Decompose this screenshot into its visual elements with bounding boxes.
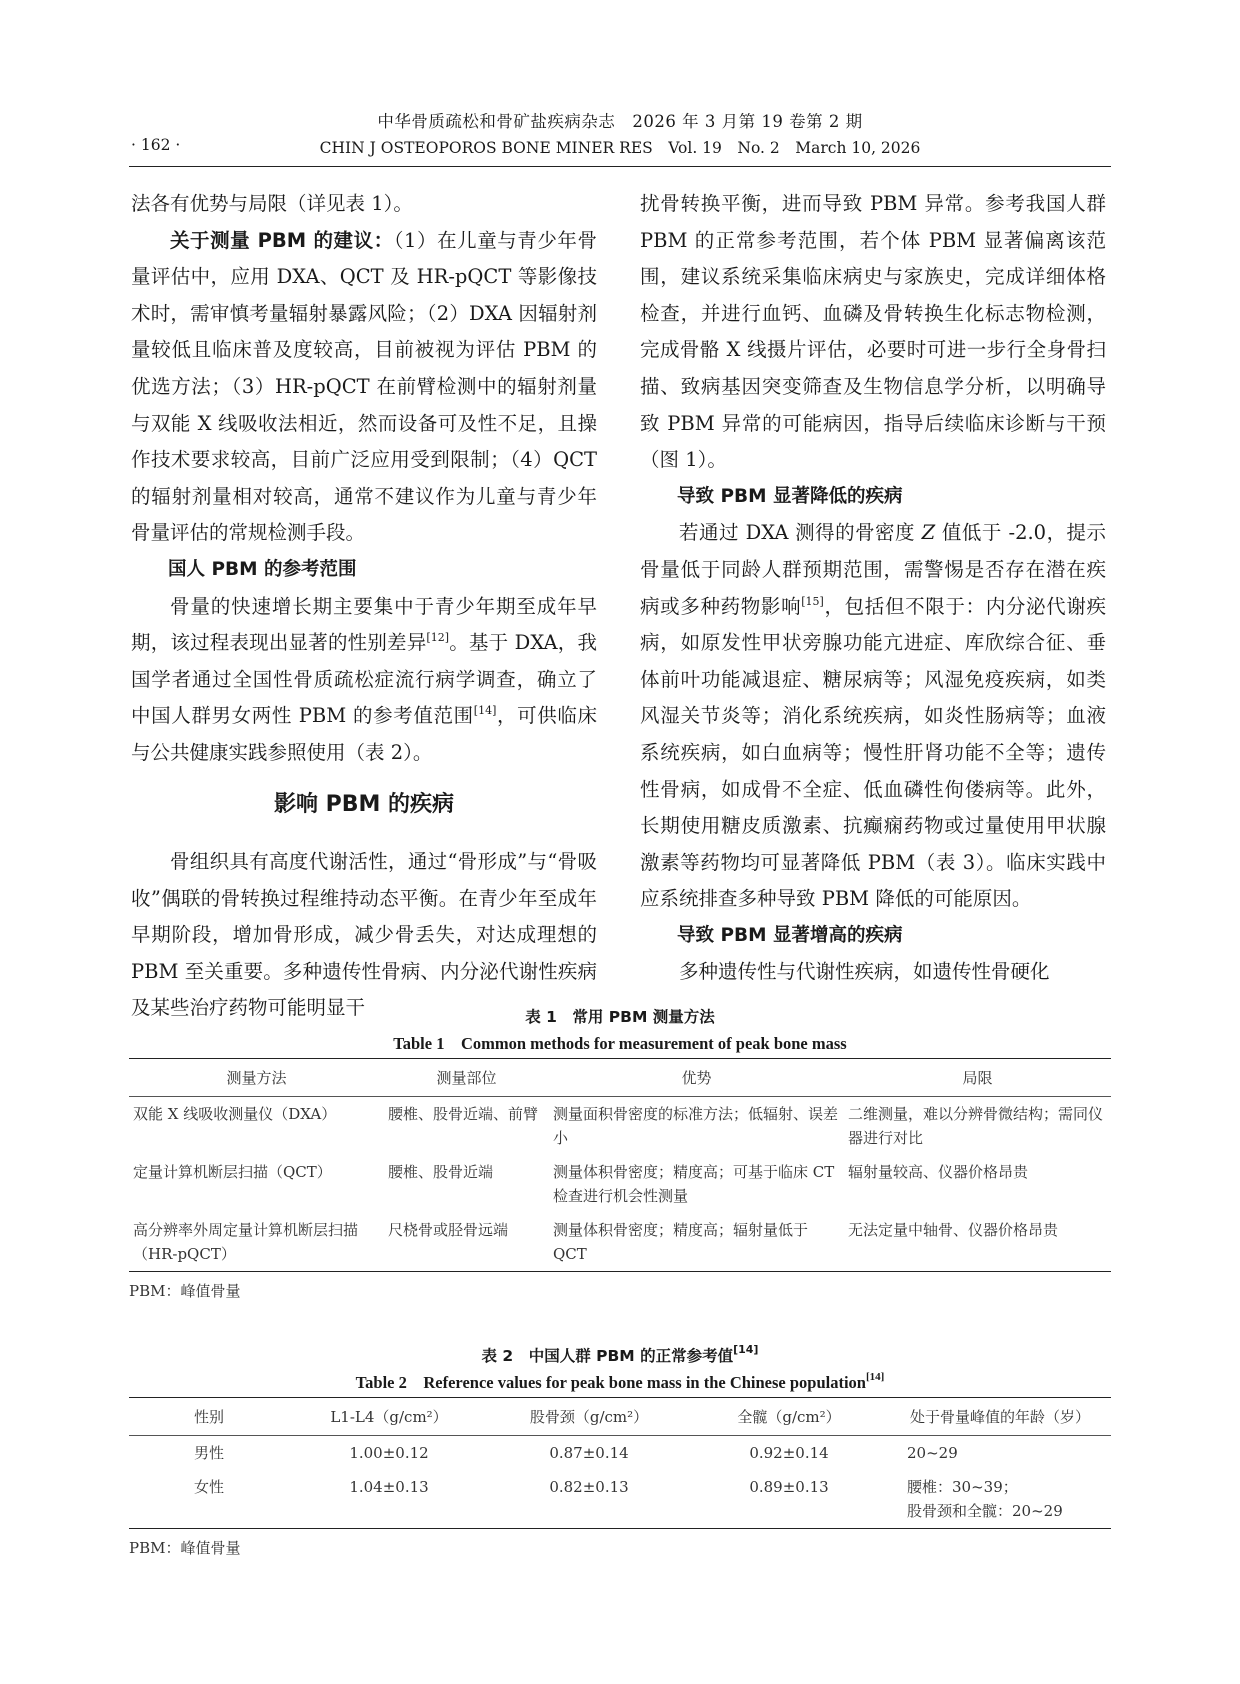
citation: [15] [801,594,824,608]
journal-title-cn: 中华骨质疏松和骨矿盐疾病杂志 2026 年 3 月第 19 卷第 2 期 [377,112,863,131]
z-symbol: Z [921,521,936,545]
table-cell: 0.87±0.14 [549,1444,629,1462]
caption-text: 表 2 中国人群 PBM 的正常参考值 [481,1347,734,1365]
citation: [12] [426,631,450,645]
table-cell [889,1470,1111,1529]
citation: [14] [473,704,497,718]
paragraph-text: 。基于 DXA，我国学者通过全国性骨质疏松症流行病学调查，确立了中国人群男女两性 PBM 的参考值范围 [131,631,597,728]
paragraph-text: （1）在儿童与青少年骨量评估中，应用 DXA、QCT 及 HR-pQCT 等影像技术时，需审慎考量辐射暴露风险；（2）DXA 因辐射剂量较低且临床普及度较高，目前被视为评估 PBM 的优选方法；（3）HR-pQCT 在前臂检测中的辐射剂量与双能 X 线吸收法相近，然而设备可及性不足，且操作技术要求较高，目前广泛应用受到限制；（4）QCT 的辐射剂量相对较高，通常不建议作为儿童与青少年骨量评估的常规检测手段。 [131,228,597,545]
page-header [0,0,1240,175]
table-caption-en [129,1369,1111,1397]
table-note: PBM：峰值骨量 [129,1539,241,1557]
caption-text: Table 2 Reference values for peak bone mass in the Chinese population [355,1373,866,1392]
table-cell: 二维测量，难以分辨骨微结构；需同仪器进行对比 [848,1105,1104,1147]
table-header-row [129,1398,1111,1436]
section-heading: 影响 PBM 的疾病 [273,791,455,817]
table-row [129,1436,1111,1471]
column-header: 局限 [844,1059,1111,1097]
table-row [129,1213,1111,1272]
paragraph-text: ，可供临床与公共健康实践参照使用（表 2）。 [131,704,597,764]
table-cell: 1.00±0.12 [349,1444,429,1462]
data-table [129,1058,1111,1272]
table-cell: 高分辨率外周定量计算机断层扫描（HR-pQCT） [129,1213,384,1272]
paragraph: 扰骨转换平衡，进而导致 PBM 异常。参考我国人群 PBM 的正常参考范围，若个体 PBM 显著偏离该范围，建议系统采集临床病史与家族史，完成详细体格检查，并进行血钙、血磷及骨转换生化标志物检测，完成骨骼 X 线摄片评估，必要时可进一步行全身骨扫描、致病基因突变筛查及生物信息学分析，以明确导致 PBM 异常的可能病因，指导后续临床诊断与干预（图 1）。 [640,192,1106,472]
paragraph-text: 骨量的快速增长期主要集中于青少年期至成年早期，该过程表现出显著的性别差异 [131,594,597,655]
paragraph-text: ，包括但不限于：内分泌代谢疾病，如原发性甲状旁腺功能亢进症、库欣综合征、垂体前叶功能减退症、糖尿病等；风湿免疫疾病，如类风湿关节炎等；消化系统疾病，如炎性肠病等；血液系统疾病，如白血病等；慢性肝肾功能不全等；遗传性骨病，如成骨不全症、低血磷性佝偻病等。此外，长期使用糖皮质激素、抗癫痫药物或过量使用甲状腺激素等药物均可显著降低 PBM（表 3）。临床实践中应系统排查多种导致 PBM 降低的可能原因。 [640,594,1106,911]
table-cell: 腰椎、股骨近端 [388,1163,494,1181]
table-note: PBM：峰值骨量 [129,1282,241,1300]
table-cell: 测量体积骨密度；精度高；可基于临床 CT 检查进行机会性测量 [553,1163,835,1205]
subheading: 导致 PBM 显著降低的疾病 [677,485,903,507]
table-2 [129,1343,1111,1558]
citation: [14] [866,1371,885,1383]
column-header: 处于骨量峰值的年龄（岁） [889,1398,1111,1436]
table-cell: 尺桡骨或胫骨远端 [384,1213,549,1272]
cell-line: 腰椎：30~39； [907,1478,1018,1496]
column-header: 优势 [549,1059,844,1097]
bold-lead: 关于测量 PBM 的建议： [170,228,394,252]
table-caption-cn [129,1343,1111,1369]
table-cell: 0.92±0.14 [749,1444,829,1462]
citation: [14] [733,1343,759,1356]
table-row [129,1470,1111,1529]
paragraph-text: 若通过 DXA 测得的骨密度 [679,521,922,545]
cell-line: 20~29 [907,1444,958,1462]
table-cell: 测量体积骨密度；精度高；辐射量低于 QCT [549,1213,844,1272]
table-cell: 0.89±0.13 [689,1470,889,1529]
table-cell: 无法定量中轴骨、仪器价格昂贵 [844,1213,1111,1272]
page-number: · 162 · [131,136,181,154]
column-header: 全髋（g/cm²） [689,1398,889,1436]
table-cell: 0.82±0.13 [489,1470,689,1529]
subheading: 导致 PBM 显著增高的疾病 [677,924,903,946]
table-cell: 辐射量较高、仪器价格昂贵 [848,1163,1029,1181]
data-table [129,1397,1111,1529]
table-row [129,1097,1111,1156]
column-header: 测量部位 [384,1059,549,1097]
table-cell: 女性 [129,1470,289,1529]
table-cell: 1.04±0.13 [289,1470,489,1529]
paragraph: 多种遗传性与代谢性疾病，如遗传性骨硬化 [679,960,1050,984]
right-column [640,186,1106,991]
column-header: 股骨颈（g/cm²） [489,1398,689,1436]
column-header: L1-L4（g/cm²） [289,1398,489,1436]
table-caption-en: Table 1 Common methods for measurement of peak bone mass [393,1034,847,1053]
table-1 [129,1004,1111,1301]
paragraph [131,223,597,552]
subheading: 国人 PBM 的参考范围 [168,558,357,580]
table-cell [889,1436,1111,1471]
column-header: 性别 [129,1398,289,1436]
paragraph: 法各有优势与局限（详见表 1）。 [131,192,413,215]
paragraph [131,589,597,772]
left-column [131,186,597,1027]
column-header: 测量方法 [129,1059,384,1097]
header-rule [129,166,1111,167]
table-row [129,1155,1111,1213]
paragraph [640,515,1106,918]
table-cell: 双能 X 线吸收测量仪（DXA） [133,1105,337,1123]
table-cell: 定量计算机断层扫描（QCT） [133,1163,332,1181]
journal-title-en: CHIN J OSTEOPOROS BONE MINER RES Vol. 19 No. 2 March 10, 2026 [319,139,921,157]
cell-line: 股骨颈和全髋：20~29 [907,1502,1063,1520]
table-caption-cn: 表 1 常用 PBM 测量方法 [525,1008,715,1026]
table-cell: 腰椎、股骨近端、前臂 [388,1105,539,1123]
table-header-row [129,1059,1111,1097]
paragraph: 骨组织具有高度代谢活性，通过“骨形成”与“骨吸收”偶联的骨转换过程维持动态平衡。在青少年至成年早期阶段，增加骨形成，减少骨丢失，对达成理想的 PBM 至关重要。多种遗传性骨病、内分泌代谢性疾病及某些治疗药物可能明显干 [131,850,597,1020]
table-cell: 男性 [193,1444,224,1462]
table-cell: 测量面积骨密度的标准方法；低辐射、误差小 [553,1105,839,1147]
paragraph-text: 值低于 -2.0，提示骨量低于同龄人群预期范围，需警惕是否存在潜在疾病或多种药物影响 [640,521,1107,618]
